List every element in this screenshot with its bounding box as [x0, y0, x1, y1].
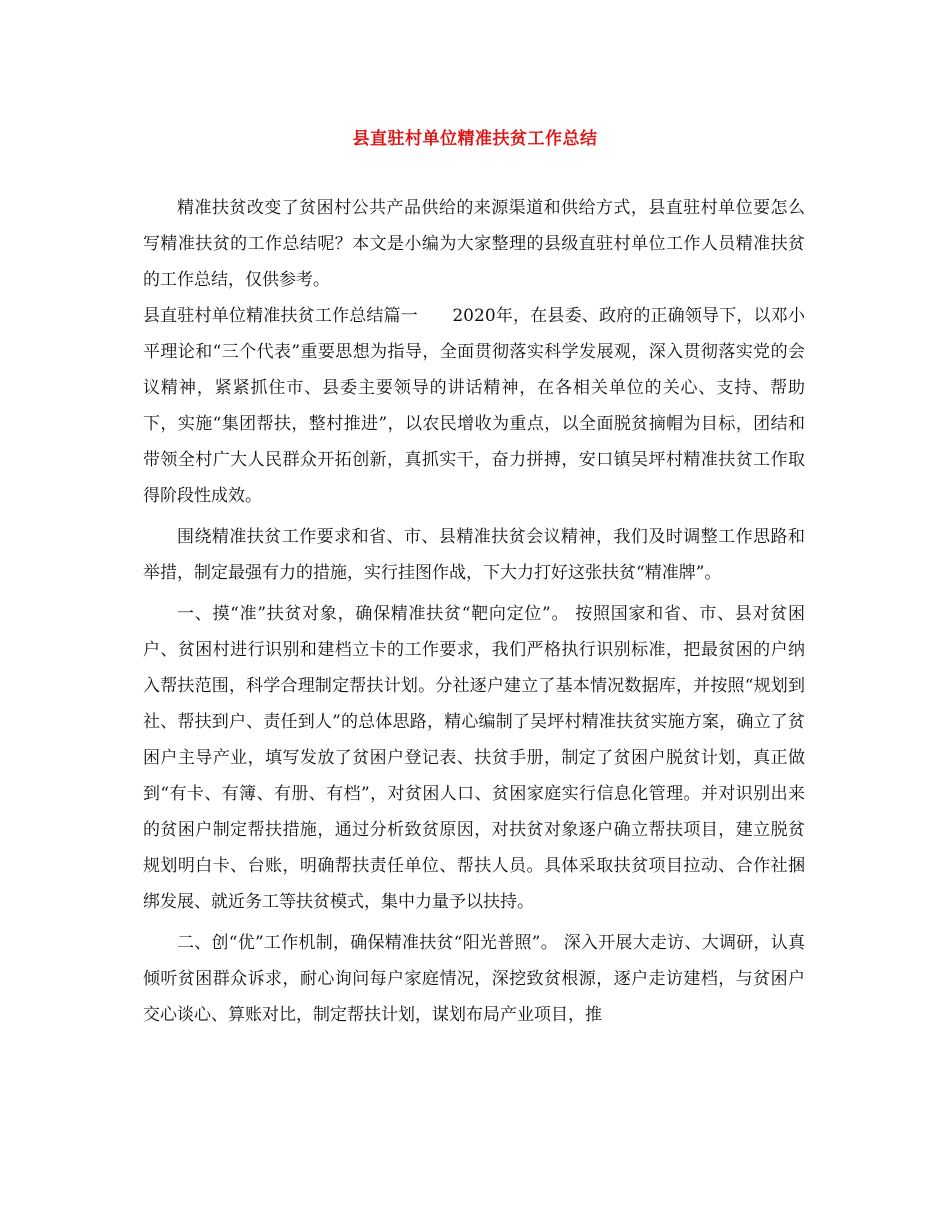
paragraph-point-two: 二、创“优”工作机制，确保精准扶贫“阳光普照”。 深入开展大走访、大调研，认真倾听贫困群众诉求，耐心询问每户家庭情况，深挖致贫根源，逐户走访建档，与贫困户交心谈心、算账对比，制定帮扶计划，谋划布局产业项目，推 [143, 933, 805, 1025]
paragraph-section-one: 县直驻村单位精准扶贫工作总结篇一 2020年，在县委、政府的正确领导下，以邓小平理论和“三个代表”重要思想为指导，全面贯彻落实科学发展观，深入贯彻落实党的会议精神，紧紧抓住市、县委主要领导的讲话精神，在各相关单位的关心、支持、帮助下，实施“集团帮扶，整村推进”，以农民增收为重点，以全面脱贫摘帽为目标，团结和带领全村广大人民群众开拓创新，真抓实干，奋力拼搏，安口镇吴坪村精准扶贫工作取得阶段性成效。 [143, 306, 805, 506]
document-title: 县直驻村单位精准扶贫工作总结 [352, 129, 598, 149]
document-body [143, 190, 805, 1033]
paragraph-point-one: 一、摸“准”扶贫对象，确保精准扶贫“靶向定位”。 按照国家和省、市、县对贫困户、贫困村进行识别和建档立卡的工作要求，我们严格执行识别标准，把最贫困的户纳入帮扶范围，科学合理制定帮扶计划。分社逐户建立了基本情况数据库，并按照“规划到社、帮扶到户、责任到人”的总体思路，精心编制了吴坪村精准扶贫实施方案，确立了贫困户主导产业，填写发放了贫困户登记表、扶贫手册，制定了贫困户脱贫计划，真正做到“有卡、有簿、有册、有档”，对贫困人口、贫困家庭实行信息化管理。并对识别出来的贫困户制定帮扶措施，通过分析致贫原因，对扶贫对象逐户确立帮扶项目，建立脱贫规划明白卡、台账，明确帮扶责任单位、帮扶人员。具体采取扶贫项目拉动、合作社捆绑发展、就近务工等扶贫模式，集中力量予以扶持。 [143, 604, 805, 912]
paragraph-requirements: 围绕精准扶贫工作要求和省、市、县精准扶贫会议精神，我们及时调整工作思路和举措，制定最强有力的措施，实行挂图作战，下大力打好这张扶贫“精准牌”。 [143, 527, 805, 583]
paragraph-intro: 精准扶贫改变了贫困村公共产品供给的来源渠道和供给方式，县直驻村单位要怎么写精准扶贫的工作总结呢？本文是小编为大家整理的县级直驻村单位工作人员精准扶贫的工作总结，仅供参考。 [143, 198, 805, 290]
